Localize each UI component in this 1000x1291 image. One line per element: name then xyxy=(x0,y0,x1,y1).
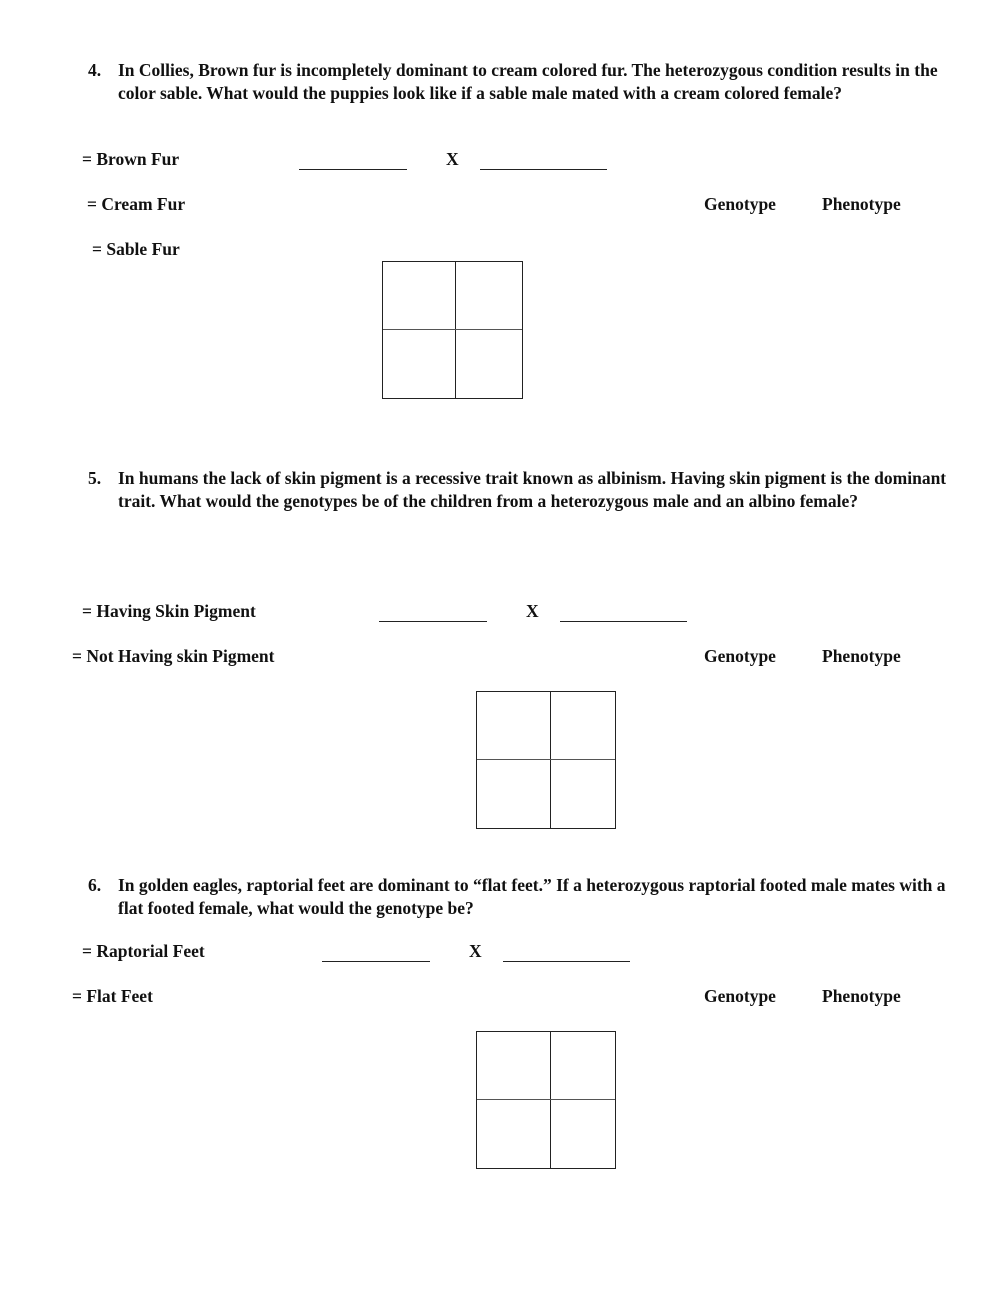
question-number: 4. xyxy=(88,60,102,80)
question-text: In Collies, Brown fur is incompletely dominant to cream colored fur. The heterozygous condition results in the color sable. What would the puppies look like if a sable male mated with a cream colored female? xyxy=(118,60,938,103)
question-number: 5. xyxy=(88,468,102,488)
punnett-divider-vertical xyxy=(550,1032,551,1168)
parent-2-blank[interactable] xyxy=(503,961,630,962)
punnett-divider-horizontal xyxy=(383,329,522,330)
punnett-divider-horizontal xyxy=(477,759,615,760)
question-6 xyxy=(88,874,948,919)
key-brown-fur: = Brown Fur xyxy=(82,149,180,169)
punnett-divider-horizontal xyxy=(477,1099,615,1100)
parent-2-blank[interactable] xyxy=(560,621,687,622)
key-not-having-skin-pigment: = Not Having skin Pigment xyxy=(72,646,275,666)
phenotype-label: Phenotype xyxy=(822,194,901,214)
phenotype-label: Phenotype xyxy=(822,646,901,666)
phenotype-label: Phenotype xyxy=(822,986,901,1006)
punnett-square xyxy=(476,1031,616,1169)
cross-symbol: X xyxy=(469,941,482,961)
parent-1-blank[interactable] xyxy=(299,169,407,170)
key-flat-feet: = Flat Feet xyxy=(72,986,153,1006)
genotype-label: Genotype xyxy=(704,194,776,214)
punnett-divider-vertical xyxy=(550,692,551,828)
parent-1-blank[interactable] xyxy=(379,621,487,622)
cross-symbol: X xyxy=(446,149,459,169)
question-4 xyxy=(88,59,948,104)
genotype-label: Genotype xyxy=(704,646,776,666)
key-having-skin-pigment: = Having Skin Pigment xyxy=(82,601,256,621)
key-sable-fur: = Sable Fur xyxy=(92,239,180,259)
key-cream-fur: = Cream Fur xyxy=(87,194,186,214)
key-raptorial-feet: = Raptorial Feet xyxy=(82,941,205,961)
question-text: In humans the lack of skin pigment is a recessive trait known as albinism. Having skin pigment is the dominant trait. What would the genotypes be of the children from a heterozygous male and an albino female? xyxy=(118,468,947,511)
cross-symbol: X xyxy=(526,601,539,621)
parent-1-blank[interactable] xyxy=(322,961,430,962)
question-text: In golden eagles, raptorial feet are dominant to “flat feet.” If a heterozygous raptorial footed male mates with a flat footed female, what would the genotype be? xyxy=(118,875,946,918)
punnett-divider-vertical xyxy=(455,262,456,398)
punnett-square xyxy=(476,691,616,829)
punnett-square xyxy=(382,261,523,399)
question-5 xyxy=(88,467,948,512)
question-number: 6. xyxy=(88,875,102,895)
genotype-label: Genotype xyxy=(704,986,776,1006)
parent-2-blank[interactable] xyxy=(480,169,607,170)
